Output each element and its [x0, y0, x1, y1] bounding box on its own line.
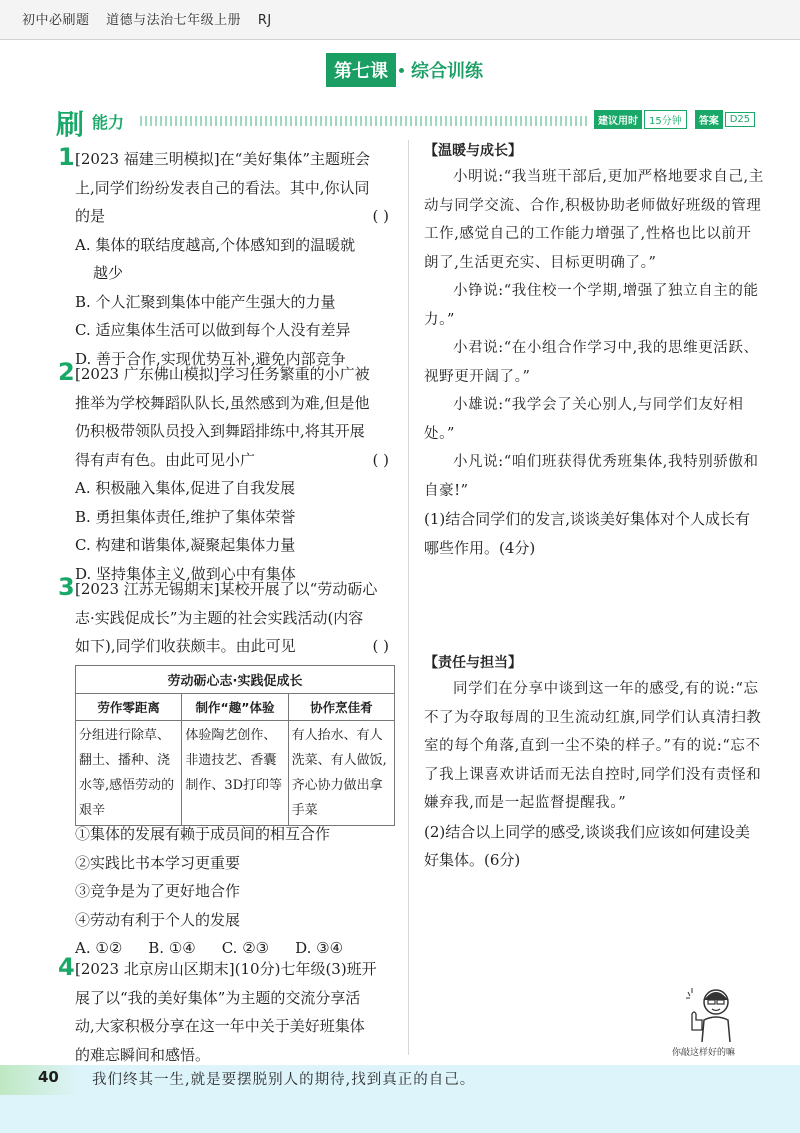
question-3-statements: [75, 820, 395, 963]
running-header: [22, 9, 284, 28]
time-answer-box: [594, 110, 755, 129]
student-quote: 小凡说:“咱们班获得优秀班集体,我特别骄傲和自豪!”: [424, 454, 759, 499]
question-text-line: 志·实践促成长”为主题的社会实践活动(内容: [75, 608, 364, 627]
cartoon-caption: 你敲这样好的嘛: [672, 1048, 736, 1058]
column-divider: [408, 140, 409, 1055]
question-text-line: 推举为学校舞蹈队队长,虽然感到为难,但是他: [75, 393, 370, 412]
table-cell: 有人抬水、有人洗菜、有人做饭,齐心协力做出拿手菜: [288, 721, 394, 826]
question-number: 1: [58, 143, 75, 171]
answer-page: D25: [725, 112, 755, 127]
option-a: A. 集体的联结度越高,个体感知到的温暖就: [75, 235, 356, 254]
table-title: 劳动砺心志·实践促成长: [76, 666, 395, 694]
question-text-line: 的难忘瞬间和感悟。: [75, 1045, 211, 1064]
question-text-line: 得有声有色。由此可见小广: [75, 450, 256, 469]
question-text-line: 的是: [75, 207, 106, 225]
option-d: D. 坚持集体主义,做到心中有集体: [75, 564, 296, 583]
time-label: 建议用时: [594, 110, 642, 129]
book-subject: 道德与法治七年级上册: [106, 13, 242, 28]
option-b: B. 个人汇聚到集体中能产生强大的力量: [75, 292, 336, 311]
part-tag: 【责任与担当】: [424, 655, 522, 671]
question-text-line: [2023 江苏无锡期末]某校开展了以“劳动砺心: [75, 580, 378, 598]
part-responsibility: [424, 652, 764, 875]
table-header: 协作烹佳肴: [288, 694, 394, 721]
banner-dot: [399, 68, 404, 73]
answer-label: 答案: [695, 110, 723, 129]
option-c: C. 适应集体生活可以做到每个人没有差异: [75, 321, 351, 339]
question-number: 2: [58, 358, 75, 386]
option-c: C. 构建和谐集体,凝聚起集体力量: [75, 536, 296, 554]
statement: ④劳动有利于个人的发展: [75, 910, 241, 929]
question-text-line: 动,大家积极分享在这一年中关于美好班集体: [75, 1017, 365, 1035]
question-1: [58, 143, 395, 373]
option-a: A. 积极融入集体,促进了自我发展: [75, 479, 296, 497]
part-warmth-growth: [424, 140, 764, 562]
table-header: 劳作零距离: [76, 694, 182, 721]
answer-paren: ( ): [372, 450, 389, 469]
question-text-line: 展了以“我的美好集体”为主题的交流分享活: [75, 988, 361, 1007]
section-label: 能力: [92, 113, 125, 132]
edition-label: RJ: [257, 13, 272, 28]
option-a-cont: 越少: [93, 264, 124, 282]
option-b: B. 勇担集体责任,维护了集体荣誉: [75, 507, 296, 526]
page-number: 40: [38, 1068, 59, 1086]
question-text-line: 仍积极带领队员投入到舞蹈排练中,将其开展: [75, 422, 365, 440]
question-number: 4: [58, 953, 75, 981]
question-text-line: 如下),同学们收获颇丰。由此可见: [75, 637, 296, 655]
answer-paren: ( ): [372, 207, 389, 225]
statement: ②实践比书本学习更重要: [75, 853, 241, 872]
choice-a: A. ①②: [75, 939, 123, 957]
share-paragraph: 同学们在分享中谈到这一年的感受,有的说:“忘不了为夺取每周的卫生流动红旗,同学们认真清扫教室的每个角落,直到一尘不染的样子。”有的说:“忘不了我上课喜欢讲话而无法自控时,同学们没有责怪和嫌弃我,而是一起监督提醒我。”: [424, 681, 762, 811]
brush-section-icon: 刷: [56, 108, 85, 141]
sub-question-1: (1)结合同学们的发言,谈谈美好集体对个人成长有哪些作用。(4分): [424, 510, 751, 557]
student-quote: 小明说:“我当班干部后,更加严格地要求自己,主动与同学交流、合作,积极协助老师做好班级的管理工作,感觉自己的工作能力增强了,性格也比以前开朗了,生活更充实、目标更明确了。”: [424, 169, 764, 271]
question-text-line: [2023 广东佛山模拟]学习任务繁重的小广被: [75, 365, 370, 383]
question-text-line: [2023 北京房山区期末](10分)七年级(3)班开: [75, 960, 377, 978]
answer-paren: ( ): [372, 637, 389, 655]
question-4: [58, 953, 395, 1069]
footer-quote: 我们终其一生,就是要摆脱别人的期待,找到真正的自己。: [92, 1072, 476, 1088]
choice-b: B. ①④: [148, 939, 196, 957]
section-dotted-rule: [140, 116, 590, 126]
option-d: D. 善于合作,实现优势互补,避免内部竞争: [75, 349, 346, 368]
student-quote: 小雄说:“我学会了关心别人,与同学们友好相处。”: [424, 397, 744, 442]
lesson-banner: [326, 53, 487, 87]
lesson-number: 第七课: [326, 53, 396, 87]
question-text-line: 上,同学们纷纷发表自己的看法。其中,你认同: [75, 178, 370, 197]
student-quote: 小君说:“在小组合作学习中,我的思维更活跃、视野更开阔了。”: [424, 340, 759, 385]
question-number: 3: [58, 573, 75, 601]
series-name: 初中必刷题: [22, 13, 90, 28]
lesson-title: 综合训练: [411, 61, 483, 82]
question-text-line: [2023 福建三明模拟]在“美好集体”主题班会: [75, 150, 370, 168]
table-header: 制作“趣”体验: [182, 694, 288, 721]
time-value: 15分钟: [644, 110, 687, 129]
part-tag: 【温暖与成长】: [424, 143, 522, 159]
table-cell: 分组进行除草、翻土、播种、浇水等,感悟劳动的艰辛: [76, 721, 182, 826]
sub-question-2: (2)结合以上同学的感受,谈谈我们应该如何建设美好集体。(6分): [424, 822, 751, 869]
activity-table: [75, 665, 395, 826]
choice-c: C. ②③: [221, 939, 270, 957]
statement: ③竞争是为了更好地合作: [75, 882, 241, 900]
table-cell: 体验陶艺创作、非遗技艺、香囊制作、3D打印等: [182, 721, 288, 826]
choice-d: D. ③④: [295, 939, 344, 957]
student-quote: 小铮说:“我住校一个学期,增强了独立自主的能力。”: [424, 283, 759, 328]
statement: ①集体的发展有赖于成员间的相互合作: [75, 825, 331, 843]
